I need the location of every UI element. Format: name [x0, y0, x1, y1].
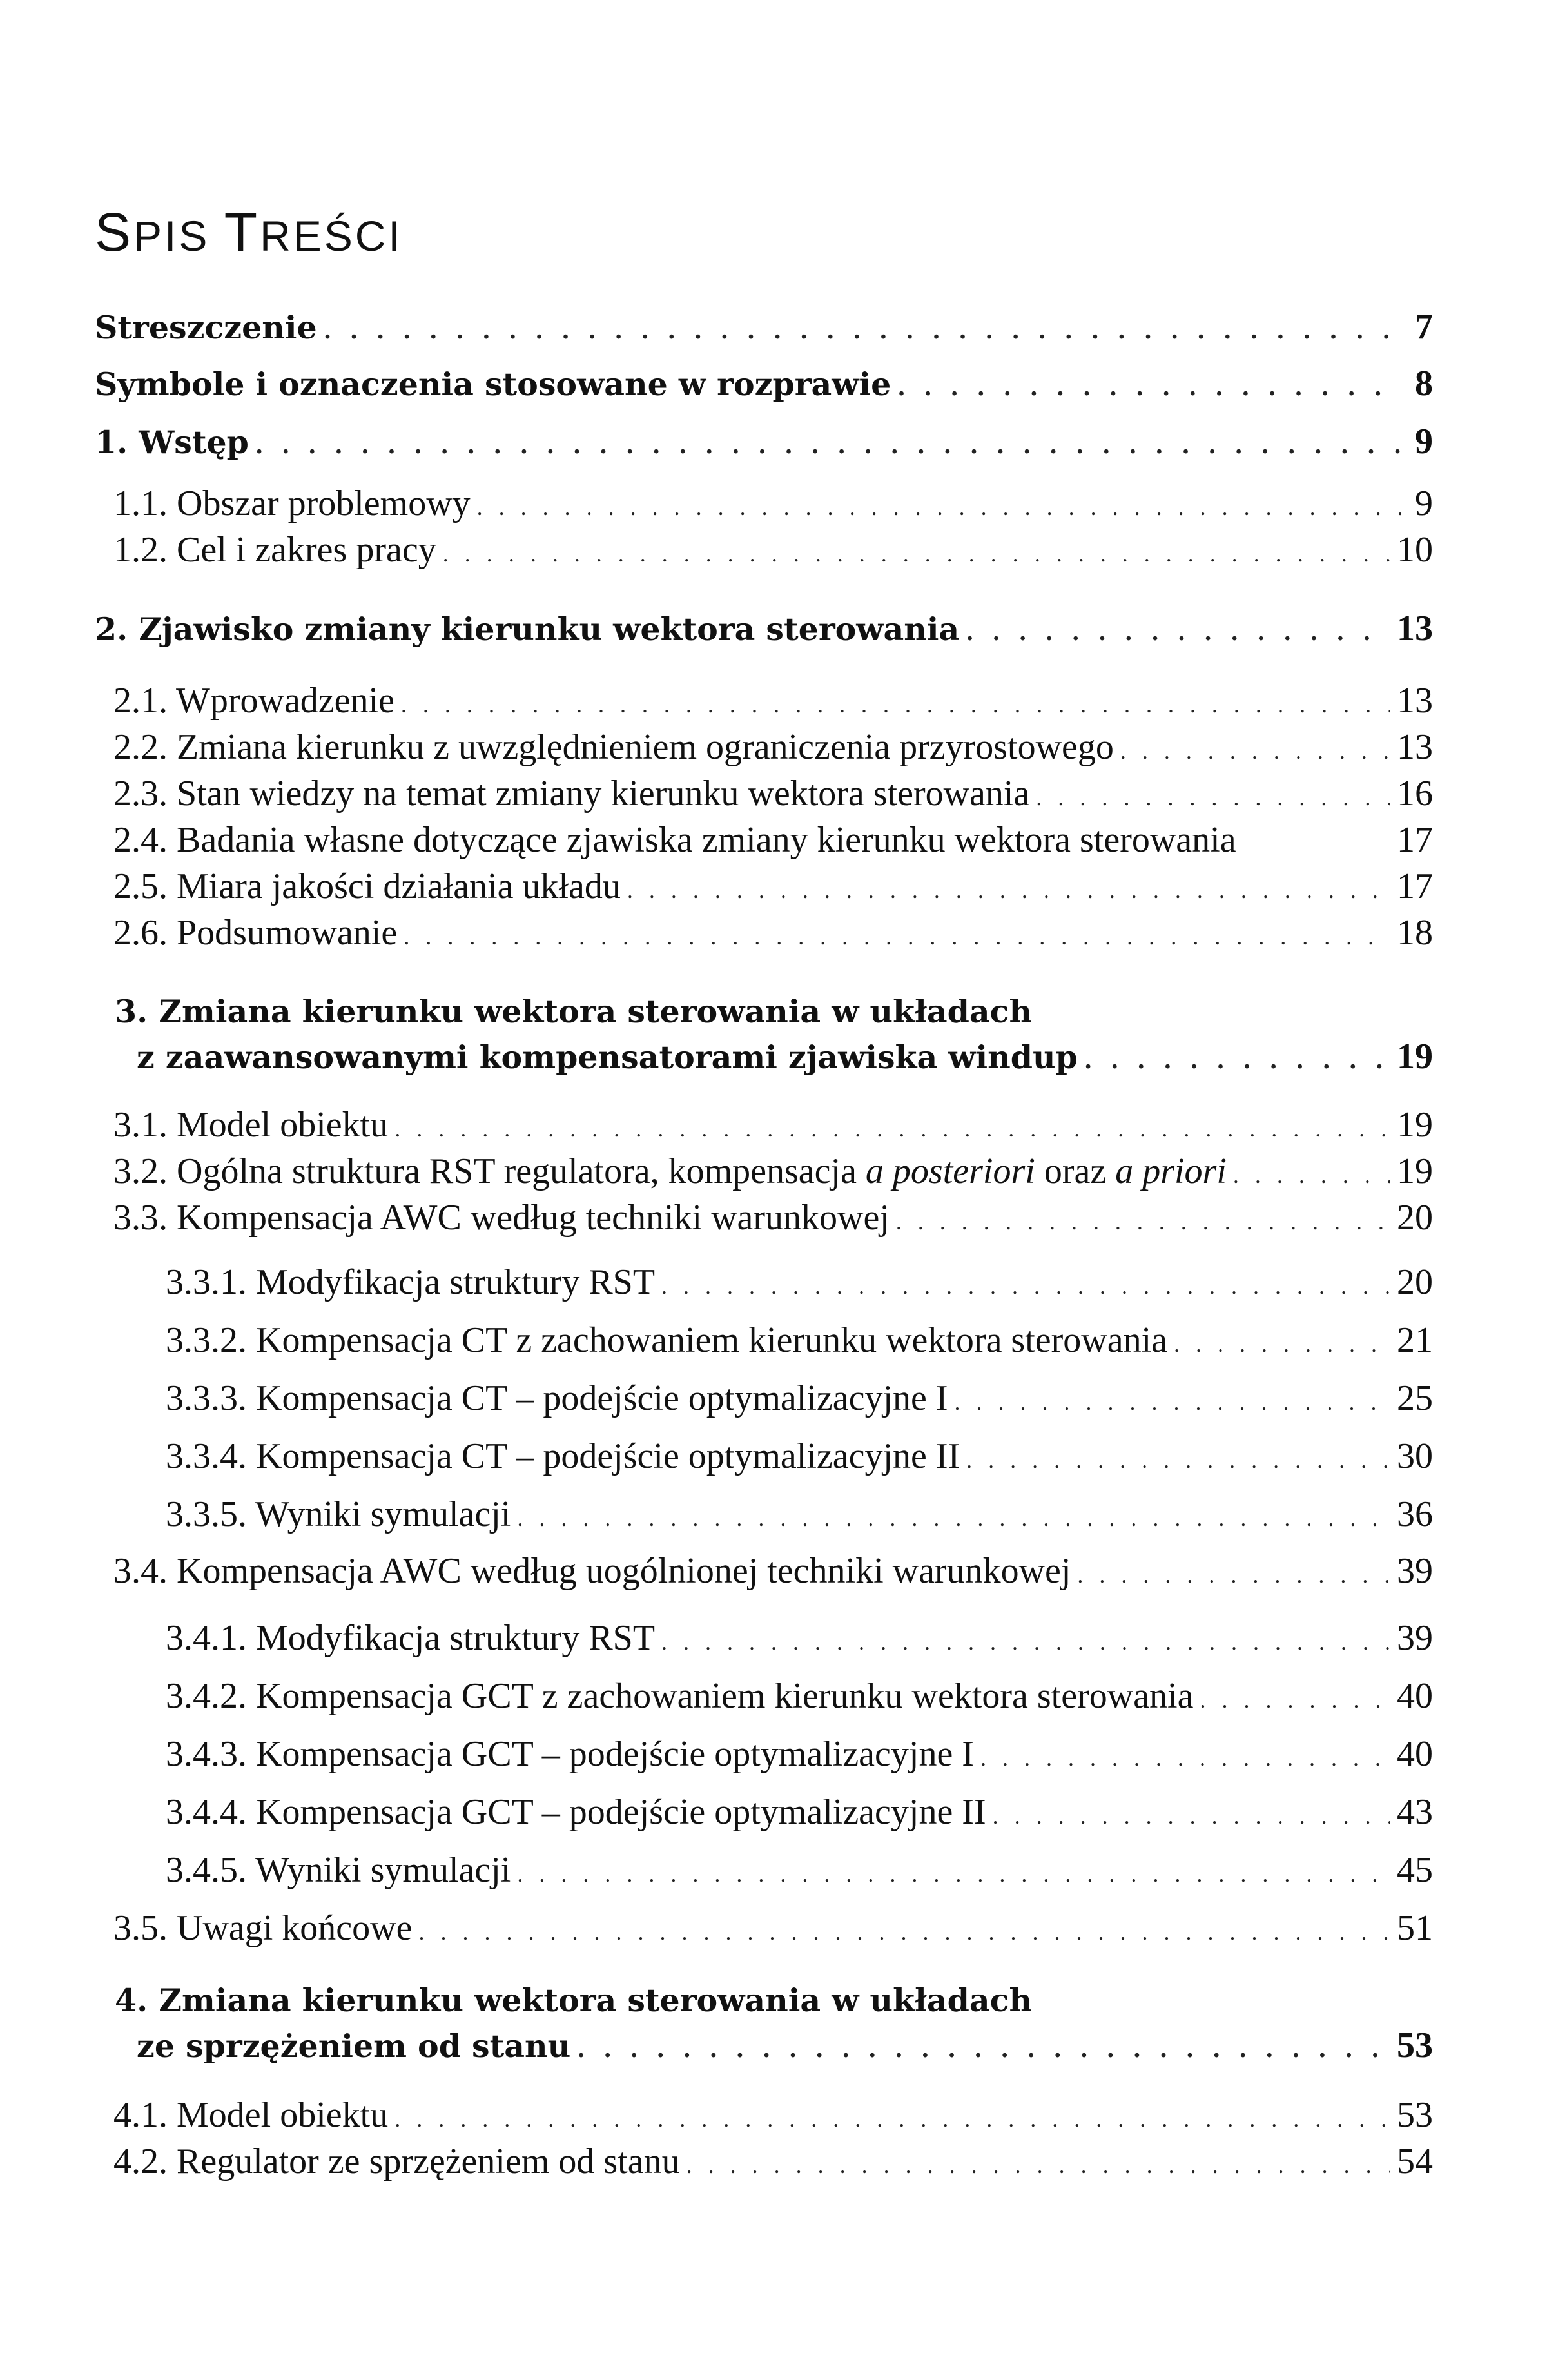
toc-entry-label: Kompensacja CT – podejście optymalizacyjne II — [256, 1436, 960, 1476]
toc-entry-page: 7 — [1415, 307, 1433, 347]
toc-entry-page: 51 — [1397, 1908, 1433, 1948]
toc-entry-number: 3.1. — [113, 1105, 168, 1145]
toc-entry-page: 40 — [1397, 1734, 1433, 1774]
toc-entry-label: Cel i zakres pracy — [177, 530, 436, 570]
toc-entry-number: 1.1. — [113, 483, 168, 523]
leader-dots — [627, 868, 1390, 913]
leader-dots — [255, 423, 1401, 468]
toc-entry-page: 10 — [1397, 530, 1433, 570]
toc-entry-chapter-1[interactable] — [95, 419, 1433, 464]
toc-entry-page: 25 — [1397, 1378, 1433, 1418]
leader-dots — [1174, 1322, 1390, 1367]
toc-entry-label: Wyniki symulacji — [255, 1494, 511, 1534]
toc-entry-number: 2.3. — [113, 774, 168, 814]
toc-entry-1-1[interactable] — [113, 481, 1433, 526]
title-rest-2: REŚCI — [260, 212, 403, 260]
leader-dots — [980, 1735, 1390, 1780]
toc-entry-page: 54 — [1397, 2141, 1433, 2181]
toc-entry-page: 13 — [1397, 727, 1433, 767]
toc-entry-label: Kompensacja AWC według techniki warunkowej — [177, 1198, 890, 1238]
toc-entry-number: 2.5. — [113, 866, 168, 906]
toc-entry-page: 8 — [1415, 364, 1433, 404]
leader-dots — [896, 1199, 1390, 1244]
toc-entry-label: Zmiana kierunku z uwzględnieniem ograniczenia przyrostowego — [177, 727, 1114, 767]
toc-entry-label: oraz — [1035, 1151, 1116, 1191]
toc-entry-number: 3.4.5. — [166, 1850, 247, 1890]
toc-entry-page: 20 — [1397, 1262, 1433, 1302]
toc-entry-2-1[interactable] — [113, 678, 1433, 723]
toc-entry-page: 20 — [1397, 1198, 1433, 1238]
toc-entry-2-3[interactable] — [113, 771, 1433, 816]
toc-entry-2-6[interactable] — [113, 910, 1433, 955]
toc-entry-page: 18 — [1397, 913, 1433, 953]
toc-entry-3-2[interactable] — [113, 1149, 1433, 1194]
toc-entry-page: 21 — [1397, 1320, 1433, 1360]
toc-entry-page: 19 — [1397, 1151, 1433, 1191]
toc-entry-number: 3.4.1. — [166, 1618, 247, 1658]
toc-entry-label: Streszczenie — [95, 309, 317, 346]
leader-dots — [1200, 1677, 1390, 1722]
leader-dots — [1084, 1038, 1390, 1083]
leader-dots — [661, 1263, 1390, 1309]
toc-entry-chapter-2[interactable] — [95, 606, 1433, 651]
leader-dots — [1036, 775, 1390, 820]
leader-dots — [966, 610, 1390, 655]
leader-dots — [686, 2143, 1390, 2188]
toc-entry-label: Badania własne dotyczące zjawiska zmiany kierunku wektora sterowania — [177, 820, 1236, 860]
toc-entry-page: 53 — [1397, 2095, 1433, 2135]
toc-entry-page: 43 — [1397, 1792, 1433, 1832]
toc-entry-number: 3.3. — [113, 1198, 168, 1238]
toc-entry-1-2[interactable] — [113, 527, 1433, 572]
toc-entry-page: 45 — [1397, 1850, 1433, 1890]
toc-entry-label: Kompensacja CT – podejście optymalizacyjne I — [256, 1378, 948, 1418]
toc-entry-number: 3.3.3. — [166, 1378, 247, 1418]
toc-entry-page: 13 — [1397, 609, 1433, 649]
toc-entry-page: 39 — [1397, 1618, 1433, 1658]
toc-entry-label: Miara jakości działania układu — [177, 866, 621, 906]
toc-entry-label: Model obiektu — [177, 1105, 389, 1145]
toc-entry-number: 3.3.1. — [166, 1262, 247, 1302]
toc-entry-page: 19 — [1397, 1105, 1433, 1145]
leader-dots — [477, 485, 1401, 530]
toc-entry-number: 2.6. — [113, 913, 168, 953]
toc-entry-number: 3.4. — [113, 1551, 168, 1591]
toc-entry-3-4-1[interactable] — [166, 1615, 1433, 1661]
leader-dots — [1120, 728, 1390, 774]
leader-dots — [324, 308, 1401, 353]
toc-entry-page: 17 — [1397, 820, 1433, 860]
leader-dots — [394, 1106, 1390, 1151]
leader-dots — [897, 365, 1401, 410]
title-initial-2: T — [224, 202, 260, 262]
toc-entry-label: Podsumowanie — [177, 913, 398, 953]
toc-entry-3-4[interactable] — [113, 1548, 1433, 1594]
toc-entry-label: Kompensacja GCT – podejście optymalizacyjne I — [256, 1734, 974, 1774]
title-rest-1: PIS — [133, 212, 224, 260]
toc-entry-3-4-2[interactable] — [166, 1673, 1433, 1719]
toc-entry-label: 1. Wstęp — [95, 424, 249, 461]
leader-dots — [418, 1909, 1390, 1955]
toc-entry-label: Kompensacja GCT z zachowaniem kierunku wektora sterowania — [256, 1676, 1194, 1716]
toc-entry-number: 2.2. — [113, 727, 168, 767]
toc-entry-label: Wyniki symulacji — [255, 1850, 511, 1890]
leader-dots — [577, 2027, 1390, 2072]
toc-entry-3-3[interactable] — [113, 1195, 1433, 1240]
toc-entry-number: 3.5. — [113, 1908, 168, 1948]
toc-entry-label-italic: a posteriori — [865, 1151, 1035, 1191]
toc-entry-label: Obszar problemowy — [177, 483, 471, 523]
toc-entry-2-5[interactable] — [113, 864, 1433, 909]
toc-entry-3-5[interactable] — [113, 1906, 1433, 1951]
leader-dots — [394, 2096, 1390, 2141]
toc-entry-label: Modyfikacja struktury RST — [256, 1618, 656, 1658]
toc-entry-chapter-3[interactable] — [137, 1034, 1433, 1079]
toc-entry-number: 3.3.2. — [166, 1320, 247, 1360]
toc-entry-3-4-5[interactable] — [166, 1848, 1433, 1893]
toc-entry-2-4[interactable] — [113, 817, 1433, 863]
toc-entry-number: 1.2. — [113, 530, 168, 570]
toc-entry-symbole[interactable] — [95, 361, 1433, 406]
toc-entry-page: 9 — [1415, 422, 1433, 462]
toc-entry-label: z zaawansowanymi kompensatorami zjawiska windup — [137, 1039, 1078, 1076]
toc-entry-chapter-3-line-1[interactable]: 3. Zmiana kierunku wektora sterowania w układach — [115, 993, 1033, 1030]
toc-entry-number: 3.4.2. — [166, 1676, 247, 1716]
toc-entry-3-3-4[interactable] — [166, 1434, 1433, 1479]
toc-entry-streszczenie[interactable] — [95, 304, 1433, 349]
toc-entry-number: 2.4. — [113, 820, 168, 860]
toc-entry-page: 39 — [1397, 1551, 1433, 1591]
toc-entry-number: 4.1. — [113, 2095, 168, 2135]
toc-entry-page: 30 — [1397, 1436, 1433, 1476]
toc-entry-label: Symbole i oznaczenia stosowane w rozprawie — [95, 366, 891, 403]
toc-entry-4-2[interactable] — [113, 2139, 1433, 2184]
toc-entry-page: 36 — [1397, 1494, 1433, 1534]
toc-entry-number: 2.1. — [113, 681, 168, 721]
leader-dots — [993, 1793, 1390, 1839]
toc-entry-label: Uwagi końcowe — [177, 1908, 413, 1948]
toc-entry-chapter-4[interactable] — [137, 2023, 1433, 2068]
toc-entry-label-italic: a priori — [1115, 1151, 1227, 1191]
toc-entry-number: 3.2. — [113, 1151, 168, 1191]
toc-entry-label: Model obiektu — [177, 2095, 389, 2135]
leader-dots — [443, 531, 1390, 576]
leader-dots — [966, 1438, 1390, 1483]
toc-entry-page: 17 — [1397, 866, 1433, 906]
toc-entry-page: 9 — [1415, 483, 1433, 523]
leader-dots — [661, 1619, 1390, 1664]
leader-dots — [404, 914, 1390, 959]
toc-entry-3-1[interactable] — [113, 1102, 1433, 1147]
toc-entry-number: 3.4.4. — [166, 1792, 247, 1832]
toc-entry-3-4-4[interactable] — [166, 1790, 1433, 1835]
toc-entry-label: Stan wiedzy na temat zmiany kierunku wektora sterowania — [177, 774, 1030, 814]
toc-entry-label: ze sprzężeniem od stanu — [137, 2027, 571, 2065]
leader-dots — [955, 1380, 1390, 1425]
toc-entry-label: Ogólna struktura RST regulatora, kompensacja — [177, 1151, 866, 1191]
toc-entry-3-3-2[interactable] — [166, 1318, 1433, 1363]
toc-entry-chapter-4-line-1[interactable]: 4. Zmiana kierunku wektora sterowania w układach — [115, 1982, 1033, 2019]
toc-entry-3-3-5[interactable] — [166, 1492, 1433, 1537]
toc-entry-page: 16 — [1397, 774, 1433, 814]
toc-entry-2-2[interactable] — [113, 725, 1433, 770]
toc-entry-3-3-3[interactable] — [166, 1376, 1433, 1421]
toc-entry-page: 13 — [1397, 681, 1433, 721]
toc-entry-label: Kompensacja GCT – podejście optymalizacyjne II — [256, 1792, 986, 1832]
leader-dots — [517, 1496, 1390, 1541]
toc-entry-3-3-1[interactable] — [166, 1260, 1433, 1305]
toc-entry-number: 3.3.4. — [166, 1436, 247, 1476]
toc-entry-label: Modyfikacja struktury RST — [256, 1262, 656, 1302]
toc-entry-number: 3.3.5. — [166, 1494, 247, 1534]
toc-entry-label: Wprowadzenie — [176, 681, 394, 721]
toc-entry-number: 3.4.3. — [166, 1734, 247, 1774]
toc-entry-page: 40 — [1397, 1676, 1433, 1716]
toc-entry-label: Regulator ze sprzężeniem od stanu — [177, 2141, 680, 2181]
leader-dots — [401, 682, 1390, 727]
toc-entry-label: Kompensacja AWC według uogólnionej techniki warunkowej — [177, 1551, 1071, 1591]
leader-dots — [517, 1851, 1390, 1897]
toc-entry-label: 2. Zjawisko zmiany kierunku wektora sterowania — [95, 610, 960, 648]
leader-dots — [1233, 1153, 1390, 1198]
title-initial-1: S — [95, 202, 134, 262]
toc-entry-4-1[interactable] — [113, 2092, 1433, 2138]
toc-entry-page: 53 — [1397, 2025, 1433, 2065]
toc-entry-page: 19 — [1397, 1037, 1433, 1077]
leader-dots — [1077, 1552, 1390, 1597]
toc-entry-label: Kompensacja CT z zachowaniem kierunku wektora sterowania — [256, 1320, 1167, 1360]
toc-entry-3-4-3[interactable] — [166, 1731, 1433, 1777]
toc-entry-number: 4.2. — [113, 2141, 168, 2181]
